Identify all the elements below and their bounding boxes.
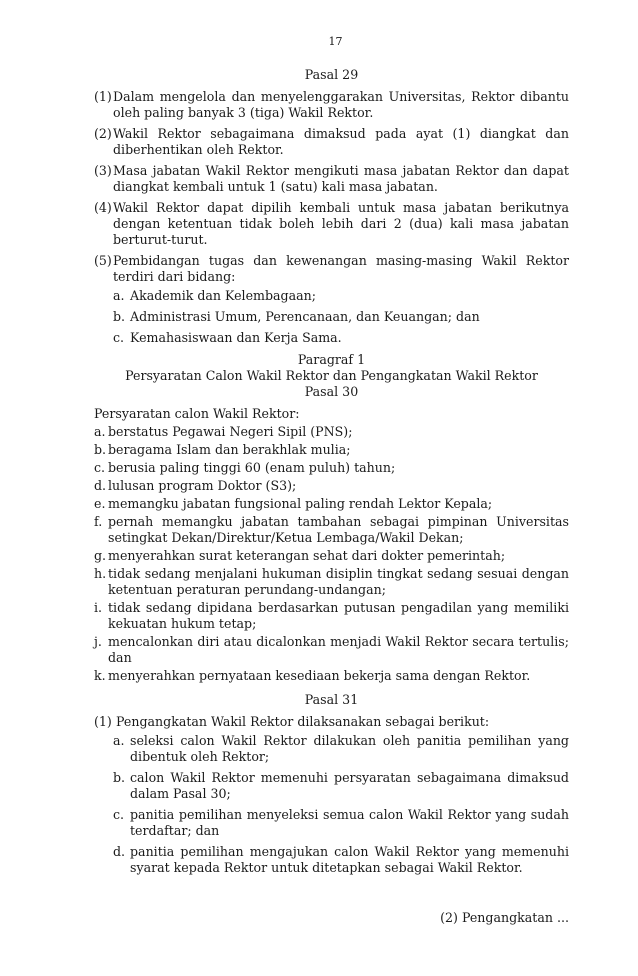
list-item [94, 566, 569, 598]
item-marker: (2) [94, 126, 112, 141]
item-marker: (1) [94, 714, 112, 729]
paragraf-1-subtitle: Persyaratan Calon Wakil Rektor dan Pengangkatan Wakil Rektor [125, 368, 538, 383]
list-marker: i. [94, 600, 103, 615]
list-text: berstatus Pegawai Negeri Sipil (PNS); [108, 424, 353, 439]
pasal-31-subitem [113, 844, 569, 876]
pasal-29-item [94, 126, 569, 158]
pasal-29-body [94, 89, 569, 346]
subitem-marker: b. [113, 309, 126, 324]
list-text: beragama Islam dan berakhlak mulia; [108, 442, 351, 457]
pasal-30-list [94, 424, 569, 684]
list-item [94, 424, 569, 440]
list-marker: d. [94, 478, 107, 493]
list-item [94, 496, 569, 512]
item-marker: (5) [94, 253, 112, 268]
subitem-marker: b. [113, 770, 126, 785]
pasal-30-intro: Persyaratan calon Wakil Rektor: [94, 406, 300, 421]
pasal-31-title: Pasal 31 [304, 692, 359, 707]
pasal-31-subitem [113, 807, 569, 839]
item-text: Masa jabatan Wakil Rektor mengikuti masa jabatan Rektor dan dapat diangkat kembali untuk 1 (satu) kali masa jabatan. [113, 163, 569, 194]
item-text: Pengangkatan Wakil Rektor dilaksanakan sebagai berikut: [116, 714, 490, 729]
subitem-text: Akademik dan Kelembagaan; [130, 288, 316, 303]
pasal-31-item [94, 714, 569, 730]
item-text: Wakil Rektor sebagaimana dimaksud pada ayat (1) diangkat dan diberhentikan oleh Rektor. [113, 126, 569, 157]
item-marker: (4) [94, 200, 112, 215]
list-item [94, 548, 569, 564]
list-item [94, 460, 569, 476]
list-marker: b. [94, 442, 107, 457]
document-page [94, 34, 569, 925]
subitem-text: panitia pemilihan mengajukan calon Wakil Rektor yang memenuhi syarat kepada Rektor untuk ditetapkan sebagai Wakil Rektor. [130, 844, 569, 875]
subitem-marker: a. [113, 733, 125, 748]
pasal-29-subitem [113, 288, 569, 304]
pasal-29-subitem [113, 309, 569, 325]
list-item [94, 514, 569, 546]
list-marker: j. [94, 634, 102, 649]
list-text: lulusan program Doktor (S3); [108, 478, 297, 493]
list-marker: e. [94, 496, 106, 511]
list-marker: g. [94, 548, 107, 563]
list-text: memangku jabatan fungsional paling rendah Lektor Kepala; [108, 496, 493, 511]
list-text: tidak sedang dipidana berdasarkan putusan pengadilan yang memiliki kekuatan hukum tetap; [108, 600, 569, 631]
pasal-31-subitem [113, 770, 569, 802]
list-item [94, 634, 569, 666]
list-item [94, 442, 569, 458]
list-text: berusia paling tinggi 60 (enam puluh) tahun; [108, 460, 396, 475]
item-text: Dalam mengelola dan menyelenggarakan Universitas, Rektor dibantu oleh paling banyak 3 (tiga) Wakil Rektor. [113, 89, 569, 120]
item-text: Wakil Rektor dapat dipilih kembali untuk masa jabatan berikutnya dengan ketentuan tidak boleh lebih dari 2 (dua) kali masa jabatan berturut-turut. [113, 200, 569, 247]
subitem-marker: c. [113, 807, 125, 822]
pasal-29-item [94, 253, 569, 285]
paragraf-1-title: Paragraf 1 [297, 352, 366, 367]
subitem-marker: d. [113, 844, 126, 859]
subitem-marker: c. [113, 330, 125, 345]
list-text: mencalonkan diri atau dicalonkan menjadi Wakil Rektor secara tertulis; dan [108, 634, 569, 665]
item-marker: (3) [94, 163, 112, 178]
pasal-29-title: Pasal 29 [304, 67, 359, 82]
subitem-text: Kemahasiswaan dan Kerja Sama. [130, 330, 342, 345]
list-item [94, 478, 569, 494]
list-text: menyerahkan pernyataan kesediaan bekerja sama dengan Rektor. [108, 668, 531, 683]
subitem-text: calon Wakil Rektor memenuhi persyaratan sebagaimana dimaksud dalam Pasal 30; [130, 770, 569, 801]
list-text: tidak sedang menjalani hukuman disiplin tingkat sedang sesuai dengan ketentuan peraturan perundang-undangan; [108, 566, 569, 597]
page-number: 17 [328, 35, 343, 48]
item-marker: (1) [94, 89, 112, 104]
pasal-29-item [94, 200, 569, 248]
list-marker: f. [94, 514, 103, 529]
subitem-marker: a. [113, 288, 125, 303]
item-text: Pembidangan tugas dan kewenangan masing-masing Wakil Rektor terdiri dari bidang: [113, 253, 569, 284]
list-marker: c. [94, 460, 106, 475]
subitem-text: Administrasi Umum, Perencanaan, dan Keuangan; dan [130, 309, 480, 324]
subitem-text: seleksi calon Wakil Rektor dilakukan oleh panitia pemilihan yang dibentuk oleh Rektor; [130, 733, 569, 764]
pasal-29-item [94, 89, 569, 121]
pasal-29-subitem [113, 330, 569, 346]
list-marker: h. [94, 566, 107, 581]
pasal-30-title: Pasal 30 [304, 384, 359, 399]
list-item [94, 600, 569, 632]
pasal-31-subitem [113, 733, 569, 765]
continuation-note: (2) Pengangkatan ... [440, 910, 569, 925]
pasal-29-item [94, 163, 569, 195]
subitem-text: panitia pemilihan menyeleksi semua calon Wakil Rektor yang sudah terdaftar; dan [130, 807, 569, 838]
list-text: pernah memangku jabatan tambahan sebagai pimpinan Universitas setingkat Dekan/Direktur/Ketua Lembaga/Wakil Dekan; [108, 514, 569, 545]
list-item [94, 668, 569, 684]
list-marker: a. [94, 424, 106, 439]
list-marker: k. [94, 668, 106, 683]
list-text: menyerahkan surat keterangan sehat dari dokter pemerintah; [108, 548, 506, 563]
